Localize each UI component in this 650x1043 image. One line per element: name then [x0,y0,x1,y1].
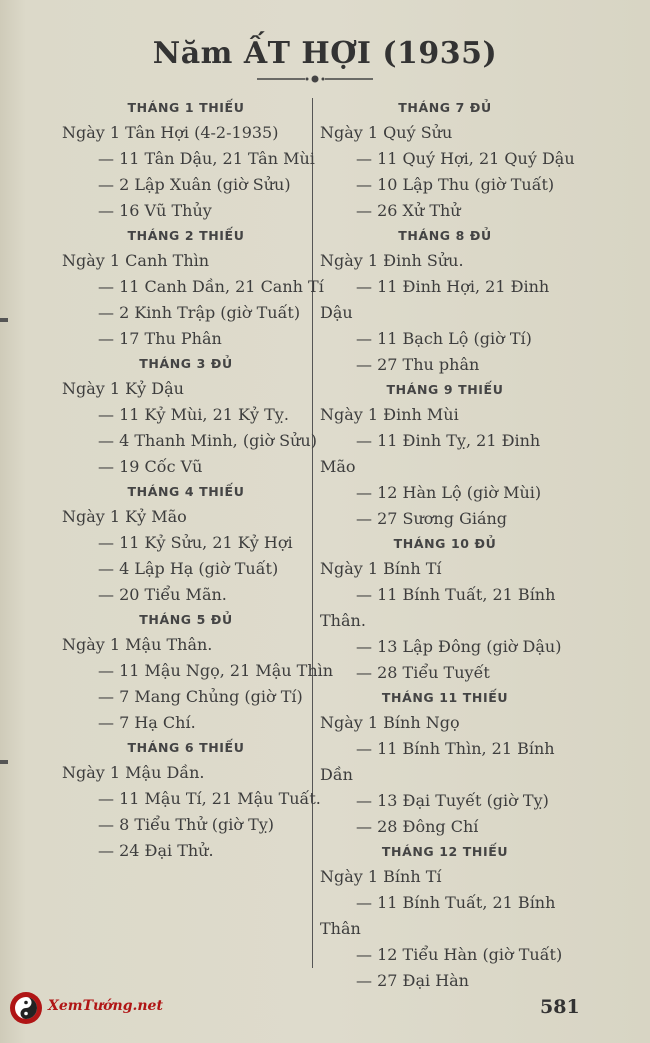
month-heading: THÁNG 9 THIẾU [386,382,504,397]
yin-yang-icon [10,992,42,1024]
day-detail: — 7 Mang Chủng (giờ Tí) [98,687,303,706]
day-detail: — 12 Hàn Lộ (giờ Mùi) [356,483,542,502]
month-heading: THÁNG 7 ĐỦ [398,100,492,115]
month-heading: THÁNG 8 ĐỦ [398,228,492,243]
day-detail: — 4 Lập Hạ (giờ Tuất) [98,559,279,578]
month-heading: THÁNG 6 THIẾU [127,740,245,755]
month-start-day: Ngày 1 Canh Thìn [62,251,210,270]
day-detail: — 26 Xử Thử [356,201,461,220]
month-start-day: Ngày 1 Bính Tí [320,867,442,886]
day-detail: — 11 Mậu Ngọ, 21 Mậu Thìn [98,661,334,680]
day-detail: — 11 Bính Tuất, 21 Bính [356,893,556,912]
day-detail: — 8 Tiểu Thử (giờ Tỵ) [98,815,275,834]
month-start-day: Ngày 1 Mậu Thân. [62,635,213,654]
month-start-day: Ngày 1 Quý Sửu [320,123,453,142]
day-detail: — 2 Kinh Trập (giờ Tuất) [98,303,301,322]
edge-mark [0,318,8,322]
month-heading: THÁNG 2 THIẾU [127,228,245,243]
day-detail: — 11 Bính Tuất, 21 Bính [356,585,556,604]
month-start-day: Ngày 1 Đinh Sửu. [320,251,464,270]
month-heading: THÁNG 1 THIẾU [127,100,245,115]
day-detail: — 11 Đinh Tỵ, 21 Đinh [356,431,541,450]
day-detail: — 28 Đông Chí [356,817,479,836]
day-detail: — 12 Tiểu Hàn (giờ Tuất) [356,945,563,964]
day-detail: — 24 Đại Thử. [98,841,214,860]
month-start-day: Ngày 1 Kỷ Dậu [62,379,184,398]
month-heading: THÁNG 11 THIẾU [381,690,509,705]
month-start-day: Ngày 1 Kỷ Mão [62,507,187,526]
day-detail: — 11 Quý Hợi, 21 Quý Dậu [356,149,575,168]
month-start-day: Ngày 1 Mậu Dần. [62,763,205,782]
day-detail: — 19 Cốc Vũ [98,457,203,476]
day-detail: — 11 Kỷ Mùi, 21 Kỷ Tỵ. [98,405,289,424]
day-detail: — 11 Bính Thìn, 21 Bính [356,739,555,758]
day-detail-continuation: Dậu [320,303,353,322]
watermark-text: XemTướng.net [48,998,163,1014]
day-detail: — 11 Tân Dậu, 21 Tân Mùi [98,149,315,168]
month-heading: THÁNG 10 ĐỦ [393,536,497,551]
month-heading: THÁNG 12 THIẾU [381,844,509,859]
day-detail: — 16 Vũ Thủy [98,201,212,220]
day-detail: — 11 Bạch Lộ (giờ Tí) [356,329,532,348]
day-detail: — 27 Sương Giáng [356,509,508,528]
day-detail: — 4 Thanh Minh, (giờ Sửu) [98,431,317,450]
day-detail: — 28 Tiểu Tuyết [356,663,490,682]
month-start-day: Ngày 1 Đinh Mùi [320,405,459,424]
month-heading: THÁNG 4 THIẾU [127,484,245,499]
day-detail: — 13 Đại Tuyết (giờ Tỵ) [356,791,549,810]
title-ornament-icon [255,74,375,84]
day-detail: — 11 Đinh Hợi, 21 Đinh [356,277,550,296]
day-detail-continuation: Mão [320,457,356,476]
day-detail-continuation: Thân [320,919,361,938]
column-divider [312,98,313,968]
day-detail: — 17 Thu Phân [98,329,222,348]
right-column [320,96,575,994]
day-detail: — 11 Mậu Tí, 21 Mậu Tuất. [98,789,321,808]
month-start-day: Ngày 1 Bính Ngọ [320,713,460,732]
site-logo [10,990,170,1026]
day-detail: — 27 Đại Hàn [356,971,469,990]
day-detail-continuation: Thân. [320,611,366,630]
day-detail: — 11 Canh Dần, 21 Canh Tí [98,277,324,296]
month-heading: THÁNG 3 ĐỦ [139,356,233,371]
day-detail: — 20 Tiểu Mãn. [98,585,227,604]
day-detail: — 2 Lập Xuân (giờ Sửu) [98,175,291,194]
day-detail: — 10 Lập Thu (giờ Tuất) [356,175,555,194]
edge-mark [0,760,8,764]
day-detail: — 13 Lập Đông (giờ Dậu) [356,637,562,656]
left-column [62,96,334,864]
page-title: Năm ẤT HỢI (1935) [152,36,498,71]
day-detail: — 7 Hạ Chí. [98,713,196,732]
page-number: 581 [540,996,580,1018]
day-detail: — 27 Thu phân [356,355,480,374]
day-detail-continuation: Dần [320,765,353,784]
month-start-day: Ngày 1 Bính Tí [320,559,442,578]
month-heading: THÁNG 5 ĐỦ [139,612,233,627]
day-detail: — 11 Kỷ Sửu, 21 Kỷ Hợi [98,533,293,552]
month-start-day: Ngày 1 Tân Hợi (4-2-1935) [62,123,279,142]
